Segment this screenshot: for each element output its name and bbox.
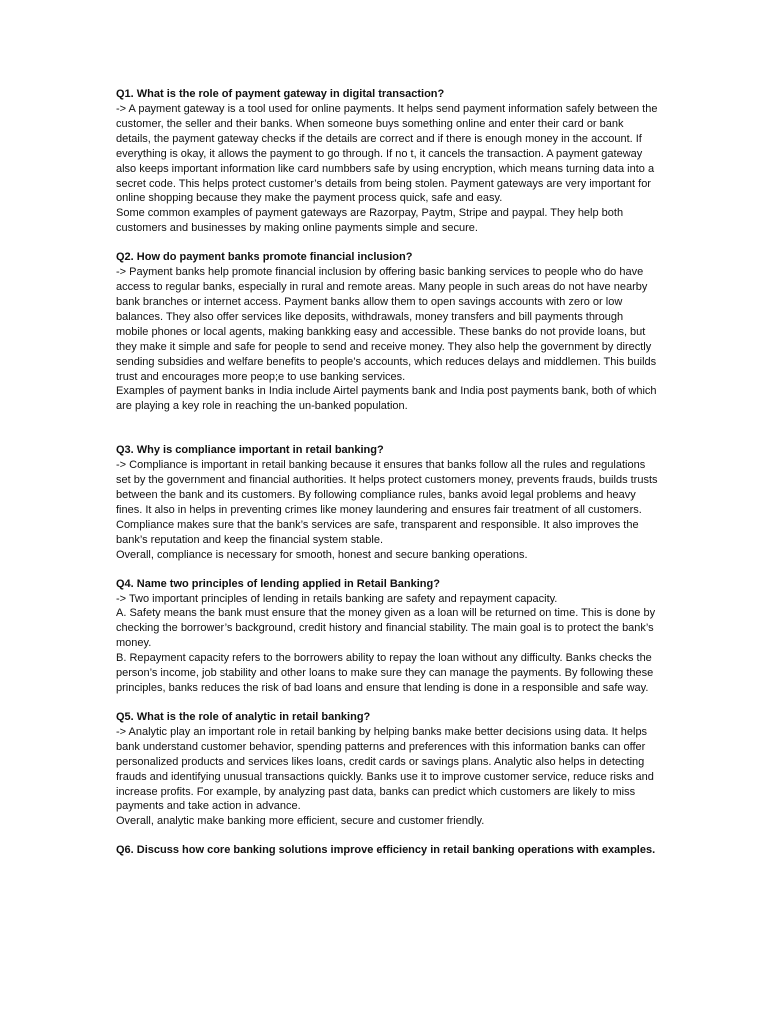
answer-paragraph: A. Safety means the bank must ensure that the money given as a loan will be returned on time. This is done by checking the borrower’s background, credit history and financial stability. The main goal is to protect the bank’s money. xyxy=(116,607,656,650)
section-q5 xyxy=(116,710,658,829)
section-q4 xyxy=(116,577,658,696)
answer-paragraph: Examples of payment banks in India include Airtel payments bank and India post payments bank, both of which are playing a key role in reaching the un-banked population. xyxy=(116,385,657,413)
section-q6 xyxy=(116,843,658,858)
answer-paragraph: Overall, compliance is necessary for smooth, honest and secure banking operations. xyxy=(116,548,528,561)
question-heading: Q1. What is the role of payment gateway in digital transaction? xyxy=(116,88,445,100)
question-heading: Q4. Name two principles of lending applied in Retail Banking? xyxy=(116,577,440,590)
question-heading: Q5. What is the role of analytic in retail banking? xyxy=(116,710,371,723)
answer-paragraph: Overall, analytic make banking more efficient, secure and customer friendly. xyxy=(116,815,485,828)
section-q2 xyxy=(116,250,658,414)
section-q3 xyxy=(116,443,658,562)
answer-paragraph: -> Two important principles of lending in retails banking are safety and repayment capacity. xyxy=(116,592,558,605)
answer-paragraph: -> Compliance is important in retail banking because it ensures that banks follow all the rules and regulations set by the government and financial authorities. It helps protect customers money, prevents frauds, builds trusts between the bank and its customers. By following compliance rules, banks avoid legal problems and heavy fines. It also in helps in preventing crimes like money laundering and ensures fair treatment of all customers. Compliance makes sure that the bank’s services are safe, transparent and responsible. It also improves the bank’s reputation and keep the financial system stable. xyxy=(116,459,658,546)
answer-paragraph: Some common examples of payment gateways are Razorpay, Paytm, Stripe and paypal. They help both customers and businesses by making online payments simple and secure. xyxy=(116,207,624,235)
answer-paragraph: -> Analytic play an important role in retail banking by helping banks make better decisions using data. It helps bank understand customer behavior, spending patterns and preferences with this information banks can offer personalized products and services likes loans, credit cards or savings plans. Analytic also helps in detecting frauds and identifying unusual transactions quickly. Banks use it to improve customer service, reduce risks and increase profits. For example, by analyzing past data, banks can predict which customers are likely to miss payments and take action in advance. xyxy=(116,725,654,813)
section-q1 xyxy=(116,87,658,236)
answer-paragraph: B. Repayment capacity refers to the borrowers ability to repay the loan without any difficulty. Banks checks the person’s income, job stability and other loans to make sure they can manage the payments. By following these principles, banks reduces the risk of bad loans and ensure that lending is done in a responsible and safe way. xyxy=(116,652,654,694)
answer-paragraph: -> Payment banks help promote financial inclusion by offering basic banking services to people who do have access to regular banks, especially in rural and remote areas. Many people in such areas do not have nearby bank branches or internet access. Payment banks allow them to open savings accounts with zero or low balances. They also offer services like deposits, withdrawals, money transfers and bill payments through mobile phones or local agents, making bankking easy and accessible. These banks do not provide loans, but they make it simple and safe for people to send and receive money. They also help the government by directly sending subsidies and welfare benefits to people’s accounts, which reduces delays and middlemen. This builds trust and encourages more peop;e to use banking services. xyxy=(116,266,657,383)
question-heading: Q2. How do payment banks promote financial inclusion? xyxy=(116,251,413,264)
question-heading: Q3. Why is compliance important in retail banking? xyxy=(116,444,384,457)
question-heading: Q6. Discuss how core banking solutions improve efficiency in retail banking operations with examples. xyxy=(116,844,656,857)
answer-paragraph: -> A payment gateway is a tool used for online payments. It helps send payment information safely between the customer, the seller and their banks. When someone buys something online and enter their card or bank details, the payment gateway checks if the details are correct and if there is enough money in the account. If everything is okay, it allows the payment to go through. If no t, it cancels the transaction. A payment gateway also keeps important information like card numbbers safe by using encryption, which means turning data into a secret code. This helps protect customer’s details from being stolen. Payment gateways are very important for online shopping because they make the payment process quick, safe and easy. xyxy=(116,103,658,205)
